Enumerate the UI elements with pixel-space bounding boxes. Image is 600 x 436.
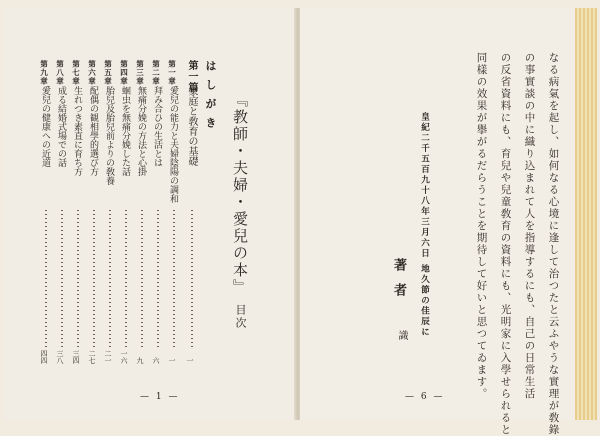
toc-page: 二七 [88,350,96,364]
right-page-number: — 6 — [405,392,445,402]
book-title-text: 『教師・夫婦・愛兒の本』 [231,92,249,296]
toc-chapter-1 [167,60,181,364]
preface-heading: はしがき [204,60,217,136]
text-line: の反省資料にも、育兒や兒童敎育の資料にも、光明家に入學せられると [499,52,512,436]
toc-leader-dots [141,210,143,348]
toc-leader-dots [61,210,63,348]
toc-number: 第三章 [135,60,145,86]
page-edge-stack [575,8,597,420]
toc-number: 第七章 [71,60,81,86]
toc-number: 第一章 [167,60,177,86]
toc-number: 第二章 [151,60,161,86]
toc-chapter-2 [151,60,165,364]
toc-number: 第九章 [39,60,49,86]
toc-label: 目次 [234,304,247,330]
toc-number: 第五章 [103,60,113,86]
toc-page: 三四 [72,350,80,364]
toc-title: 生れつき素直に育ち方 [72,86,82,176]
toc-chapter-6 [87,60,101,364]
toc-number: 第四章 [119,60,129,86]
book-title [232,92,247,330]
toc-page: 四四 [40,350,48,364]
author-signature: 著者 [391,258,406,308]
toc-title: 無痛分娩の方法と心掛 [136,86,146,176]
toc-leader-dots [109,210,111,348]
text-line: 同樣の效果が擧がるだらうことを期待して好いと思つてゐます。 [475,52,488,400]
toc-page: 一 [186,357,194,364]
preface-date: 皇紀二千五百九十八年三月六日 地久節の佳辰に [419,112,430,338]
toc-title: 成る結婚式場での話 [56,86,66,167]
author-suffix: 識 [396,330,407,341]
toc-number: 第八章 [55,60,65,86]
toc-page: 六 [152,357,160,364]
toc-part-1 [186,60,199,364]
toc-chapter-8 [55,60,69,364]
toc-page: 三八 [56,350,64,364]
toc-chapter-9 [39,60,53,364]
toc-leader-dots [191,210,193,348]
toc-page: 九 [136,357,144,364]
toc-title: 胎兒及胎兒前よりの敎養 [104,86,114,185]
toc-chapter-3 [135,60,149,364]
toc-leader-dots [157,210,159,348]
text-line: の事實談の中に織り込まれて人を指導するにも、自己の日常生活 [523,52,536,400]
toc-leader-dots [173,210,175,348]
toc-leader-dots [125,210,127,348]
text-line: なる病氣を起し、如何なる心境に逢して治つたと云ふやうな實理が敎錄 [547,52,560,436]
toc-chapter-4 [119,60,133,364]
toc-number: 第六章 [87,60,97,86]
toc-leader-dots [45,210,47,348]
toc-page: 二一 [104,350,112,364]
toc-chapter-5 [103,60,117,364]
toc-title: 配偶の観相學的選び方 [88,86,98,176]
toc-title: 拜み合ひの生活とは [152,86,162,167]
toc-number: 第一篇 [186,60,197,93]
left-page-number: — 1 — [140,392,180,402]
toc-title: 愛兒の健康への近道 [40,86,50,167]
toc-title: 愛兒の能力と夫婦陰陽の調和 [168,86,178,203]
toc-leader-dots [77,210,79,348]
toc-title: 蛔虫を無痛分娩した話 [120,86,130,176]
toc-title: 家庭と敎育の基礎 [186,86,197,166]
toc-chapter-7 [71,60,85,364]
toc-leader-dots [93,210,95,348]
toc-page: 一六 [120,350,128,364]
toc-page: 一 [168,357,176,364]
